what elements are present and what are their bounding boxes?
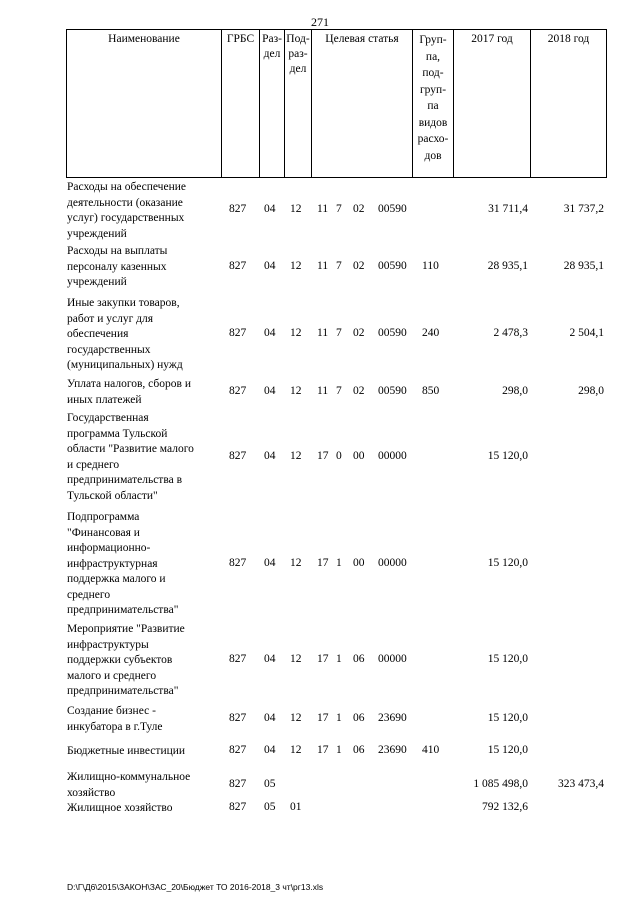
podrazdel-cell: 01 [290, 801, 302, 813]
target-part-2: 7 [336, 260, 342, 272]
row-name [67, 180, 217, 242]
row-name-line: учреждений [67, 227, 127, 240]
target-part-2: 1 [336, 557, 342, 569]
value-2017: 1 085 498,0 [473, 778, 528, 790]
target-part-2: 7 [336, 385, 342, 397]
row-name-line: "Финансовая и [67, 526, 140, 539]
target-part-3: 06 [353, 712, 365, 724]
razdel-cell: 04 [264, 557, 276, 569]
target-part-1: 17 [317, 557, 329, 569]
target-part-4: 00590 [378, 203, 407, 215]
target-part-4: 23690 [378, 744, 407, 756]
row-name-line: Подпрограмма [67, 511, 140, 523]
target-part-1: 11 [317, 385, 329, 397]
target-part-3: 02 [353, 385, 365, 397]
grbs-cell: 827 [229, 557, 247, 569]
row-name-line: программа Тульской [67, 427, 168, 440]
target-part-1: 17 [317, 450, 329, 462]
grbs-cell: 827 [229, 744, 247, 756]
podrazdel-cell: 12 [290, 744, 302, 756]
row-name [67, 377, 217, 408]
header-group: Груп- па, под- груп- па видов расхо- дов [417, 34, 449, 162]
row-name-line: персоналу казенных [67, 260, 167, 273]
target-part-2: 1 [336, 744, 342, 756]
target-part-2: 7 [336, 327, 342, 339]
value-2017: 28 935,1 [487, 260, 528, 272]
podrazdel-cell: 12 [290, 203, 302, 215]
value-2017: 298,0 [502, 385, 528, 397]
target-part-2: 1 [336, 712, 342, 724]
row-name-line: Бюджетные инвестиции [67, 745, 186, 757]
row-name [67, 744, 217, 760]
target-part-2: 1 [336, 653, 342, 665]
target-part-1: 17 [317, 744, 329, 756]
row-name-line: и среднего [67, 458, 120, 471]
target-part-1: 17 [317, 653, 329, 665]
row-name [67, 411, 217, 504]
grbs-cell: 827 [229, 385, 247, 397]
grbs-cell: 827 [229, 203, 247, 215]
value-2018: 28 935,1 [563, 260, 604, 272]
target-part-2: 7 [336, 203, 342, 215]
row-name-line: инфраструктурная [67, 557, 158, 570]
grbs-cell: 827 [229, 260, 247, 272]
value-2017: 15 120,0 [487, 450, 528, 462]
row-name-line: деятельности (оказание [67, 196, 183, 209]
podrazdel-cell: 12 [290, 557, 302, 569]
razdel-cell: 04 [264, 744, 276, 756]
row-name-line: Жилищно-коммунальное [67, 771, 191, 783]
row-name-line: работ и услуг для [67, 312, 154, 325]
razdel-cell: 05 [264, 778, 276, 790]
value-2018: 2 504,1 [569, 327, 604, 339]
file-path-footer: D:\Г\Д6\2015\ЗАКОН\ЗАС_20\Бюджет ТО 2016-2018_3 чт\рг13.xls [67, 882, 324, 892]
value-2017: 2 478,3 [493, 327, 528, 339]
razdel-cell: 04 [264, 385, 276, 397]
header-grbs: ГРБС [226, 33, 255, 45]
row-name-line: Жилищное хозяйство [67, 802, 173, 814]
value-2017: 15 120,0 [487, 712, 528, 724]
row-name-line: информационно- [67, 542, 151, 554]
value-2018: 298,0 [578, 385, 604, 397]
group-cell: 850 [422, 385, 440, 397]
row-name-line: среднего [67, 588, 111, 601]
row-name-line: государственных [67, 343, 151, 356]
razdel-cell: 04 [264, 712, 276, 724]
podrazdel-cell: 12 [290, 260, 302, 272]
header-target: Целевая статья [325, 33, 399, 45]
row-name-line: Создание бизнес - [67, 705, 156, 717]
target-part-2: 0 [336, 450, 342, 462]
row-name [67, 244, 217, 291]
grbs-cell: 827 [229, 778, 247, 790]
target-part-4: 00000 [378, 557, 407, 569]
value-2017: 15 120,0 [487, 653, 528, 665]
row-name-line: хозяйство [67, 786, 116, 799]
row-name [67, 296, 217, 374]
razdel-cell: 04 [264, 653, 276, 665]
grbs-cell: 827 [229, 653, 247, 665]
target-part-4: 00590 [378, 260, 407, 272]
group-cell: 240 [422, 327, 440, 339]
row-name-line: Иные закупки товаров, [67, 297, 180, 309]
razdel-cell: 04 [264, 203, 276, 215]
target-part-4: 00000 [378, 450, 407, 462]
row-name-line: предпринимательства" [67, 604, 179, 616]
row-name-line: Расходы на обеспечение [67, 181, 186, 193]
value-2017: 15 120,0 [487, 744, 528, 756]
podrazdel-cell: 12 [290, 653, 302, 665]
value-2018: 31 737,2 [563, 203, 604, 215]
target-part-3: 02 [353, 260, 365, 272]
grbs-cell: 827 [229, 801, 247, 813]
razdel-cell: 05 [264, 801, 276, 813]
target-part-1: 11 [317, 203, 329, 215]
header-year-2018: 2018 год [547, 33, 590, 45]
target-part-3: 06 [353, 744, 365, 756]
header-name: Наименование [108, 33, 180, 45]
row-name-line: инфраструктуры [67, 638, 149, 651]
row-name-line: поддержка малого и [67, 573, 166, 585]
target-part-3: 00 [353, 450, 365, 462]
row-name-line: (муниципальных) нужд [67, 359, 183, 371]
row-name [67, 801, 217, 817]
podrazdel-cell: 12 [290, 712, 302, 724]
razdel-cell: 04 [264, 450, 276, 462]
grbs-cell: 827 [229, 712, 247, 724]
header-podrazdel: Под- раз- дел [286, 33, 310, 75]
row-name-line: Уплата налогов, сборов и [67, 378, 191, 390]
value-2017: 792 132,6 [482, 801, 528, 813]
target-part-3: 02 [353, 327, 365, 339]
header-year-2017: 2017 год [471, 33, 513, 45]
page-number: 271 [311, 15, 329, 29]
target-part-1: 11 [317, 327, 329, 339]
podrazdel-cell: 12 [290, 327, 302, 339]
razdel-cell: 04 [264, 327, 276, 339]
podrazdel-cell: 12 [290, 385, 302, 397]
target-part-3: 06 [353, 653, 365, 665]
row-name-line: Расходы на выплаты [67, 245, 168, 257]
row-name-line: иных платежей [67, 393, 142, 406]
razdel-cell: 04 [264, 260, 276, 272]
row-name [67, 622, 217, 700]
target-part-4: 00590 [378, 327, 407, 339]
row-name-line: предпринимательства" [67, 685, 179, 697]
header-razdel: Раз- дел [262, 33, 282, 60]
row-name [67, 510, 217, 619]
row-name [67, 704, 217, 735]
row-name-line: области "Развитие малого [67, 443, 194, 455]
row-name-line: учреждений [67, 276, 127, 288]
row-name-line: малого и среднего [67, 669, 157, 682]
row-name-line: инкубатора в г.Туле [67, 720, 163, 733]
target-part-4: 00590 [378, 385, 407, 397]
value-2017: 15 120,0 [487, 557, 528, 569]
row-name-line: Тульской области" [67, 489, 158, 502]
grbs-cell: 827 [229, 327, 247, 339]
target-part-3: 00 [353, 557, 365, 569]
row-name-line: обеспечения [67, 328, 129, 340]
value-2018: 323 473,4 [558, 778, 604, 790]
target-part-3: 02 [353, 203, 365, 215]
grbs-cell: 827 [229, 450, 247, 462]
target-part-4: 23690 [378, 712, 407, 724]
target-part-1: 17 [317, 712, 329, 724]
row-name-line: услуг) государственных [67, 212, 185, 224]
row-name-line: Государственная [67, 412, 149, 424]
row-name-line: Мероприятие "Развитие [67, 623, 185, 635]
target-part-1: 11 [317, 260, 329, 272]
podrazdel-cell: 12 [290, 450, 302, 462]
target-part-4: 00000 [378, 653, 407, 665]
row-name [67, 770, 217, 801]
group-cell: 410 [422, 744, 440, 756]
row-name-line: поддержки субъектов [67, 654, 173, 666]
group-cell: 110 [422, 260, 439, 272]
row-name-line: предпринимательства в [67, 474, 183, 486]
value-2017: 31 711,4 [488, 203, 528, 215]
